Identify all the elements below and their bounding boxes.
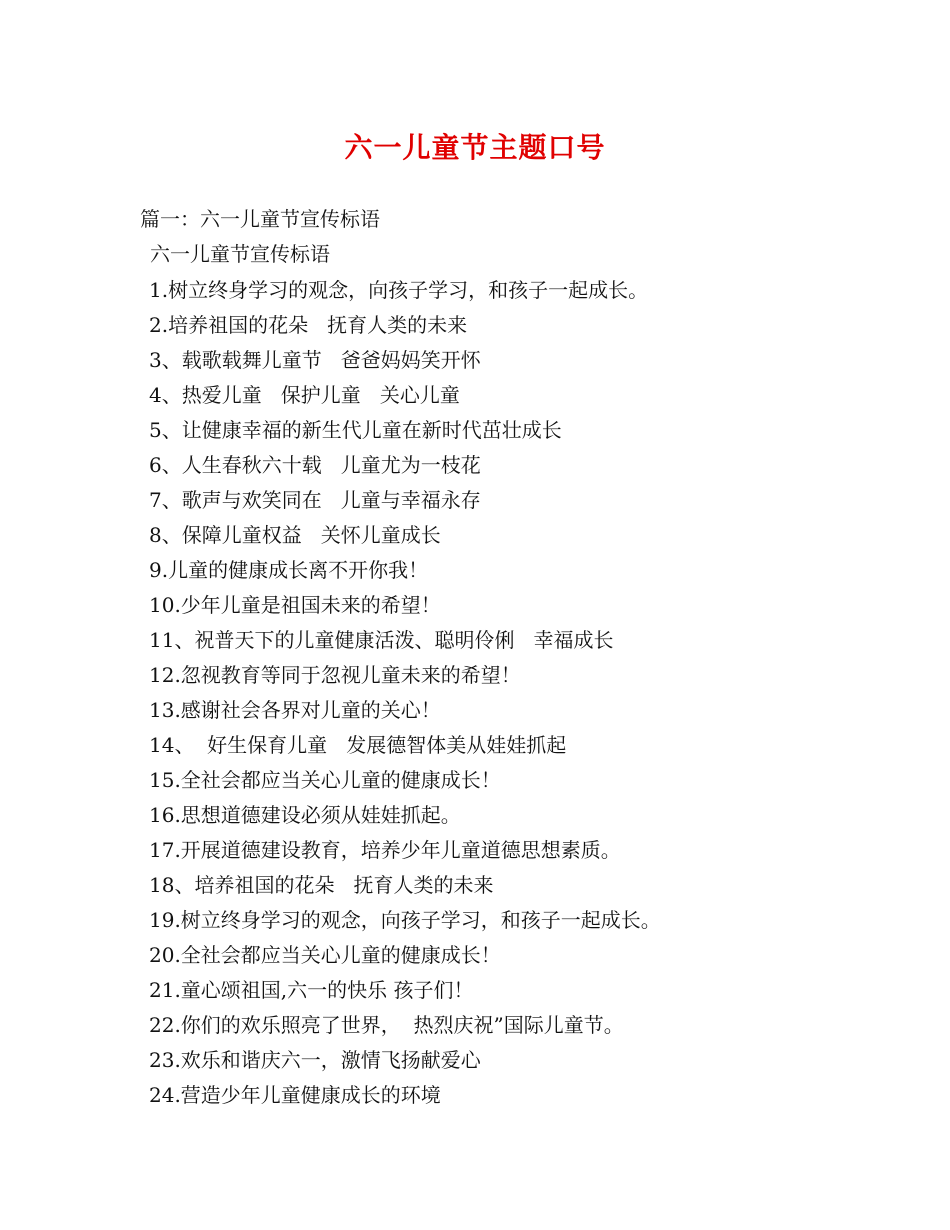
slogan-item: 7、歌声与欢笑同在 儿童与幸福永存 [149,488,481,512]
slogan-item: 23.欢乐和谐庆六一，激情飞扬献爱心 [149,1048,481,1072]
slogan-item: 8、保障儿童权益 关怀儿童成长 [149,523,441,547]
slogan-item: 4、热爱儿童 保护儿童 关心儿童 [149,383,460,407]
slogan-item: 5、让健康幸福的新生代儿童在新时代茁壮成长 [149,418,562,442]
slogan-item: 12.忽视教育等同于忽视儿童未来的希望！ [149,663,521,687]
slogan-item: 19.树立终身学习的观念，向孩子学习，和孩子一起成长。 [149,908,661,932]
slogan-item: 1.树立终身学习的观念，向孩子学习，和孩子一起成长。 [149,278,649,302]
slogan-item: 16.思想道德建设必须从娃娃抓起。 [149,803,461,827]
slogan-item: 3、载歌载舞儿童节 爸爸妈妈笑开怀 [149,348,481,372]
slogan-list [149,273,661,1113]
section-heading: 篇一：六一儿童节宣传标语 [140,207,380,231]
document-title: 六一儿童节主题口号 [344,131,606,164]
slogan-item: 20.全社会都应当关心儿童的健康成长！ [149,943,501,967]
slogan-item: 17.开展道德建设教育，培养少年儿童道德思想素质。 [149,838,621,862]
slogan-item: 2.培养祖国的花朵 抚育人类的未来 [149,313,468,337]
slogan-item: 13.感谢社会各界对儿童的关心！ [149,698,441,722]
slogan-item: 10.少年儿童是祖国未来的希望！ [149,593,441,617]
slogan-item: 14、 好生保育儿童 发展德智体美从娃娃抓起 [149,733,567,757]
slogan-item: 9.儿童的健康成长离不开你我！ [149,558,429,582]
slogan-item: 21.童心颂祖国,六一的快乐 孩子们！ [149,978,474,1002]
slogan-item: 6、人生春秋六十载 儿童尤为一枝花 [149,453,481,477]
slogan-item: 22.你们的欢乐照亮了世界， 热烈庆祝”国际儿童节。 [149,1013,624,1037]
slogan-item: 15.全社会都应当关心儿童的健康成长！ [149,768,501,792]
slogan-item: 11、祝普天下的儿童健康活泼、聪明伶俐 幸福成长 [149,628,614,652]
slogan-item: 18、培养祖国的花朵 抚育人类的未来 [149,873,494,897]
slogan-item: 24.营造少年儿童健康成长的环境 [149,1083,441,1107]
subheading: 六一儿童节宣传标语 [150,242,330,266]
